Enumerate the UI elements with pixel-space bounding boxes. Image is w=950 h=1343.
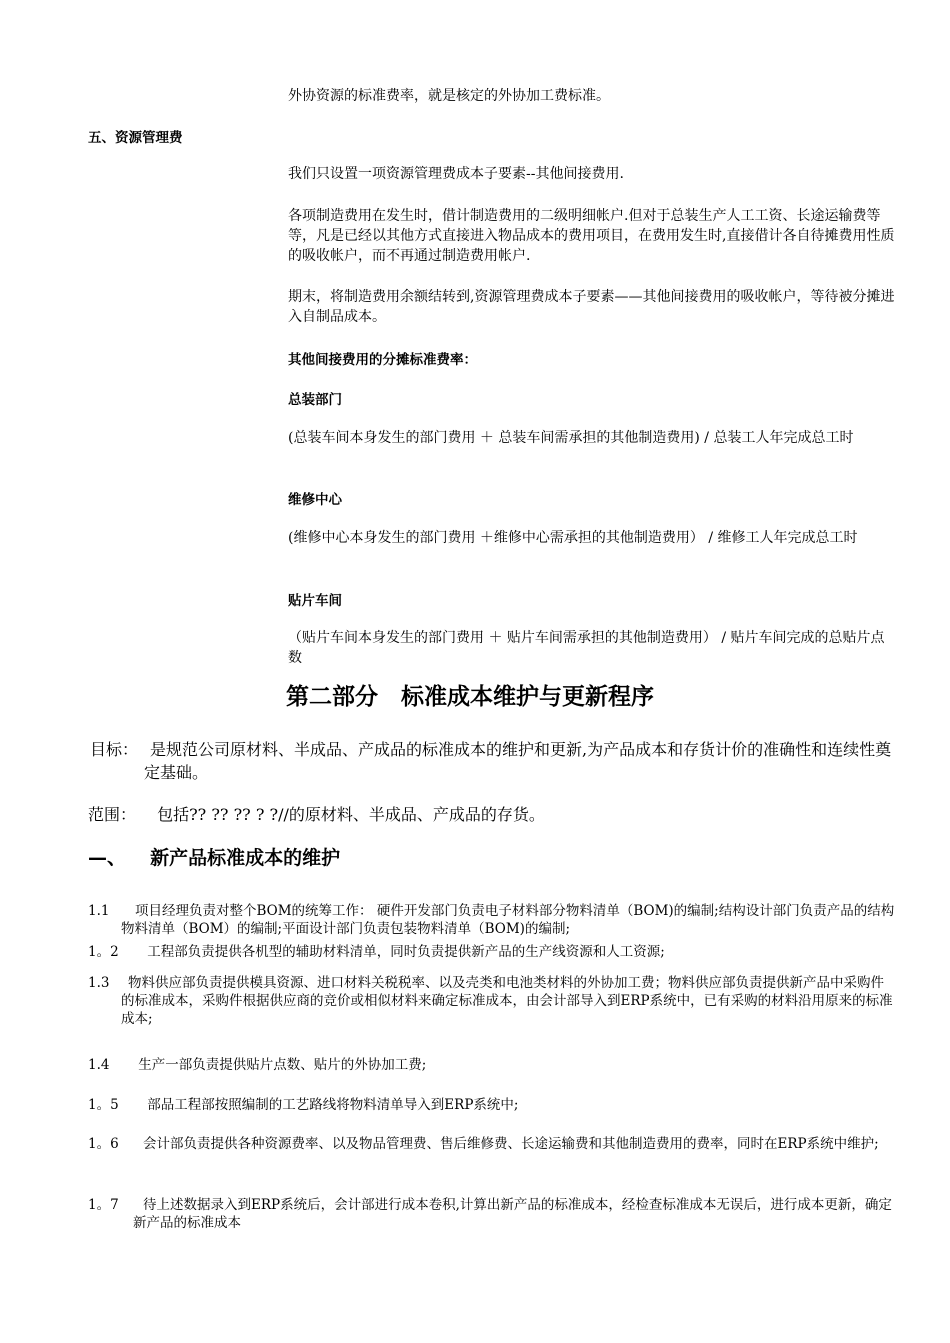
list-item	[88, 943, 896, 961]
formula: (维修中心本身发生的部门费用 ＋维修中心需承担的其他制造费用） / 维修工人年完成总工时	[288, 530, 858, 546]
list-item	[88, 1196, 896, 1232]
goal-block	[90, 738, 898, 784]
formula: （贴片车间本身发生的部门费用 ＋ 贴片车间需承担的其他制造费用） / 贴片车间完成的总贴片点数	[288, 630, 885, 666]
section-1-heading	[88, 845, 896, 871]
item-number: 1.1	[88, 903, 110, 919]
list-item	[88, 1096, 896, 1114]
paragraph: 外协资源的标准费率，就是核定的外协加工费标准。	[288, 88, 610, 104]
item-text: 待上述数据录入到ERP系统后，会计部进行成本卷积,计算出新产品的标准成本，经检查标准成本无误后，进行成本更新，确定新产品的标准成本	[133, 1197, 892, 1231]
section-heading: 五、资源管理费	[88, 130, 183, 146]
paragraph: 我们只设置一项资源管理费成本子要素--其他间接费用.	[288, 166, 624, 182]
item-text: 工程部负责提供各机型的辅助材料清单，同时负责提供新产品的生产线资源和人工资源;	[147, 944, 665, 960]
scope-block	[88, 803, 896, 826]
part-title: 第二部分 标准成本维护与更新程序	[286, 684, 654, 710]
item-text: 项目经理负责对整个BOM的统筹工作： 硬件开发部门负责电子材料部分物料清单（BOM)的编制;结构设计部门负责产品的结构物料清单（BOM）的编制;平面设计部门负责包装物料清单（BOM)的编制;	[121, 903, 895, 937]
item-number: 1。7	[88, 1197, 119, 1213]
item-number: 1.4	[88, 1057, 110, 1073]
item-number: 1。6	[88, 1136, 119, 1152]
section-number: —、	[88, 847, 127, 869]
subheading: 总装部门	[288, 392, 342, 408]
subheading: 贴片车间	[288, 593, 342, 609]
list-item	[88, 902, 896, 938]
item-number: 1。5	[88, 1097, 119, 1113]
paragraph: 期末，将制造费用余额结转到,资源管理费成本子要素——其他间接费用的吸收帐户，等待被分摊进入自制品成本。	[288, 289, 895, 325]
item-text: 部品工程部按照编制的工艺路线将物料清单导入到ERP系统中;	[147, 1097, 519, 1113]
item-number: 1.3	[88, 975, 110, 991]
item-text: 物料供应部负责提供模具资源、进口材料关税税率、以及壳类和电池类材料的外协加工费；物料供应部负责提供新产品中采购件的标准成本，采购件根据供应商的竞价或相似材料来确定标准成本，由会计部导入到ERP系统中，已有采购的材料沿用原来的标准成本;	[121, 975, 893, 1027]
section-title: 新产品标准成本的维护	[150, 847, 341, 869]
subheading: 维修中心	[288, 492, 342, 508]
paragraph: 各项制造费用在发生时，借计制造费用的二级明细帐户.但对于总装生产人工工资、长途运输费等等，凡是已经以其他方式直接进入物品成本的费用项目，在费用发生时,直接借计各自待摊费用性质的吸收帐户，而不再通过制造费用帐户.	[288, 208, 895, 264]
goal-label: 目标：	[90, 740, 139, 759]
list-item	[88, 1135, 896, 1153]
formula: (总装车间本身发生的部门费用 ＋ 总装车间需承担的其他制造费用) / 总装工人年完成总工时	[288, 430, 854, 446]
item-text: 生产一部负责提供贴片点数、贴片的外协加工费;	[138, 1057, 427, 1073]
item-number: 1。2	[88, 944, 119, 960]
goal-text: 是规范公司原材料、半成品、产成品的标准成本的维护和更新,为产品成本和存货计价的准确性和连续性奠定基础。	[144, 740, 892, 782]
scope-label: 范围：	[88, 805, 137, 824]
item-text: 会计部负责提供各种资源费率、以及物品管理费、售后维修费、长途运输费和其他制造费用的费率，同时在ERP系统中维护;	[143, 1136, 879, 1152]
list-item	[88, 1056, 896, 1074]
list-item	[88, 974, 896, 1028]
scope-text: 包括?? ?? ?? ? ?//的原材料、半成品、产成品的存货。	[157, 805, 545, 824]
subheading: 其他间接费用的分摊标准费率：	[288, 352, 477, 368]
